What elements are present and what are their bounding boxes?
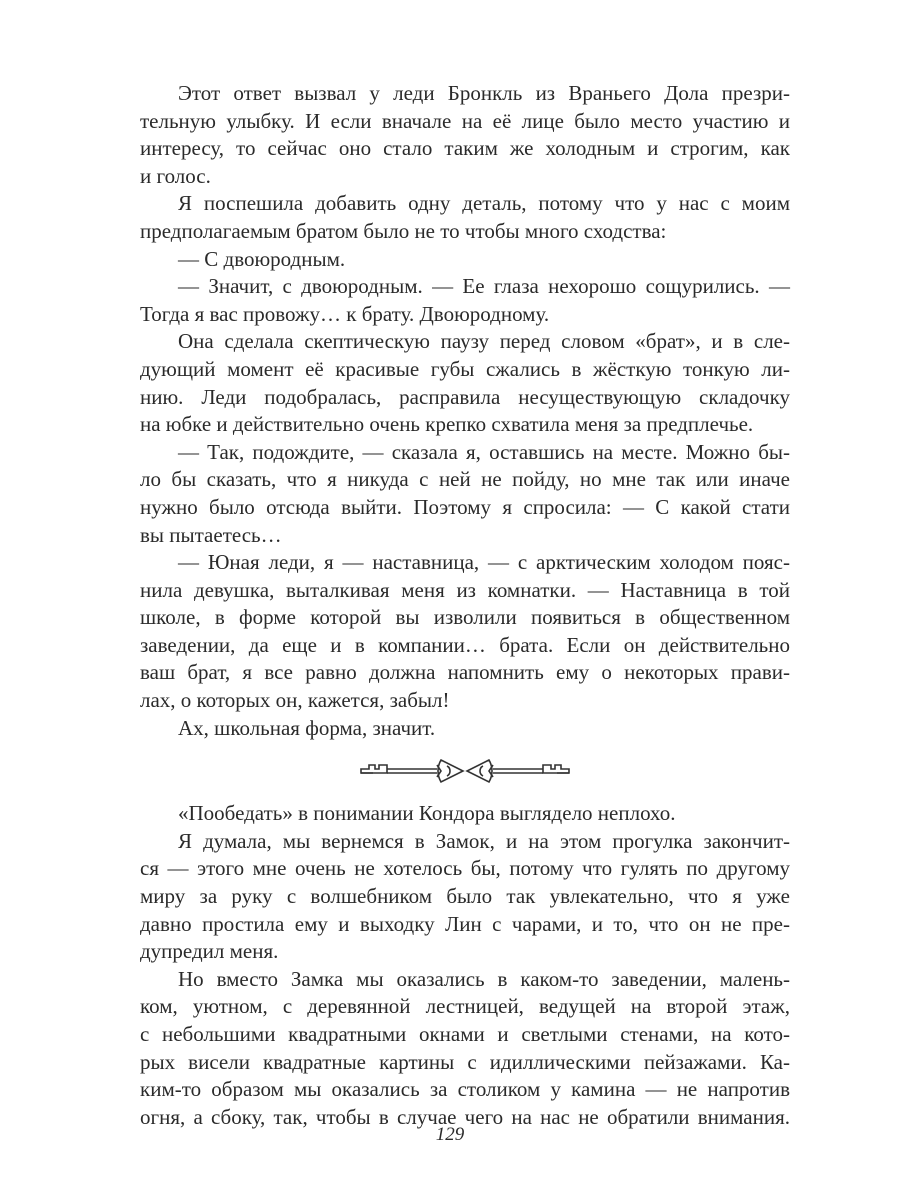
text-line: Ах, школьная форма, значит. bbox=[178, 715, 436, 740]
keys-ornament-icon bbox=[140, 742, 790, 800]
text-block-after bbox=[140, 800, 790, 1131]
text-line: — Так, подождите, — сказала я, оставшись на месте. Можно бы- bbox=[178, 439, 790, 464]
text-line: на юбке и действительно очень крепко схватила меня за предплечье. bbox=[140, 412, 754, 437]
text-line: заведении, да еще и в компании… брата. Если он действительно bbox=[140, 632, 790, 657]
text-line: — С двоюродным. bbox=[178, 246, 346, 271]
text-block-before bbox=[140, 80, 790, 742]
text-line: школе, в форме которой вы изволили появиться в общественном bbox=[140, 605, 790, 630]
page-body bbox=[140, 80, 790, 1131]
text-line: ком, уютном, с деревянной лестницей, ведущей на второй этаж, bbox=[140, 994, 790, 1019]
text-line: «Пообедать» в понимании Кондора выглядело неплохо. bbox=[178, 801, 676, 826]
text-line: нию. Леди подобралась, расправила несуществующую складочку bbox=[140, 384, 790, 409]
text-line: огня, а сбоку, так, чтобы в случае чего на нас не обратили внимания. bbox=[140, 1104, 790, 1129]
text-line: Я поспешила добавить одну деталь, потому что у нас с моим bbox=[178, 191, 790, 216]
text-line: ваш брат, я все равно должна напомнить ему о некоторых прави- bbox=[140, 660, 790, 685]
text-line: ло бы сказать, что я никуда с ней не пойду, но мне так или иначе bbox=[140, 467, 790, 492]
text-line: рых висели квадратные картины с идиллическими пейзажами. Ка- bbox=[140, 1049, 790, 1074]
text-line: Она сделала скептическую паузу перед словом «брат», и в сле- bbox=[178, 329, 790, 354]
text-line: дующий момент её красивые губы сжались в жёсткую тонкую ли- bbox=[140, 356, 790, 381]
text-line: — Значит, с двоюродным. — Ее глаза нехорошо сощурились. — bbox=[178, 274, 790, 299]
text-line: Тогда я вас провожу… к брату. Двоюродному. bbox=[140, 301, 550, 326]
text-line: ся — этого мне очень не хотелось бы, потому что гулять по другому bbox=[140, 856, 790, 881]
text-line: предполагаемым братом было не то чтобы много сходства: bbox=[140, 218, 667, 243]
text-line: Но вместо Замка мы оказались в каком-то заведении, малень- bbox=[178, 966, 790, 991]
text-line: миру за руку с волшебником было так увлекательно, что я уже bbox=[140, 884, 790, 909]
text-line: интересу, то сейчас оно стало таким же холодным и строгим, как bbox=[140, 136, 790, 161]
text-line: Я думала, мы вернемся в Замок, и на этом прогулка закончит- bbox=[178, 828, 790, 853]
text-line: давно простила ему и выходку Лин с чарами, и то, что он не пре- bbox=[140, 911, 790, 936]
text-line: и голос. bbox=[140, 163, 211, 188]
text-line: вы пытаетесь… bbox=[140, 522, 282, 547]
page-number: 129 bbox=[435, 1124, 465, 1145]
text-line: ким-то образом мы оказались за столиком у камина — не напротив bbox=[140, 1077, 790, 1102]
text-line: Этот ответ вызвал у леди Бронкль из Враньего Дола презри- bbox=[178, 81, 790, 105]
text-line: с небольшими квадратными окнами и светлыми стенами, на кото- bbox=[140, 1022, 790, 1046]
text-line: тельную улыбку. И если вначале на её лице было место участию и bbox=[140, 108, 790, 133]
text-line: — Юная леди, я — наставница, — с арктическим холодом пояс- bbox=[178, 550, 790, 575]
text-line: нила девушка, выталкивая меня из комнатки. — Наставница в той bbox=[140, 577, 790, 602]
text-line: дупредил меня. bbox=[140, 939, 279, 964]
text-line: нужно было отсюда выйти. Поэтому я спросила: — С какой стати bbox=[140, 494, 790, 519]
text-line: лах, о которых он, кажется, забыл! bbox=[140, 688, 450, 713]
